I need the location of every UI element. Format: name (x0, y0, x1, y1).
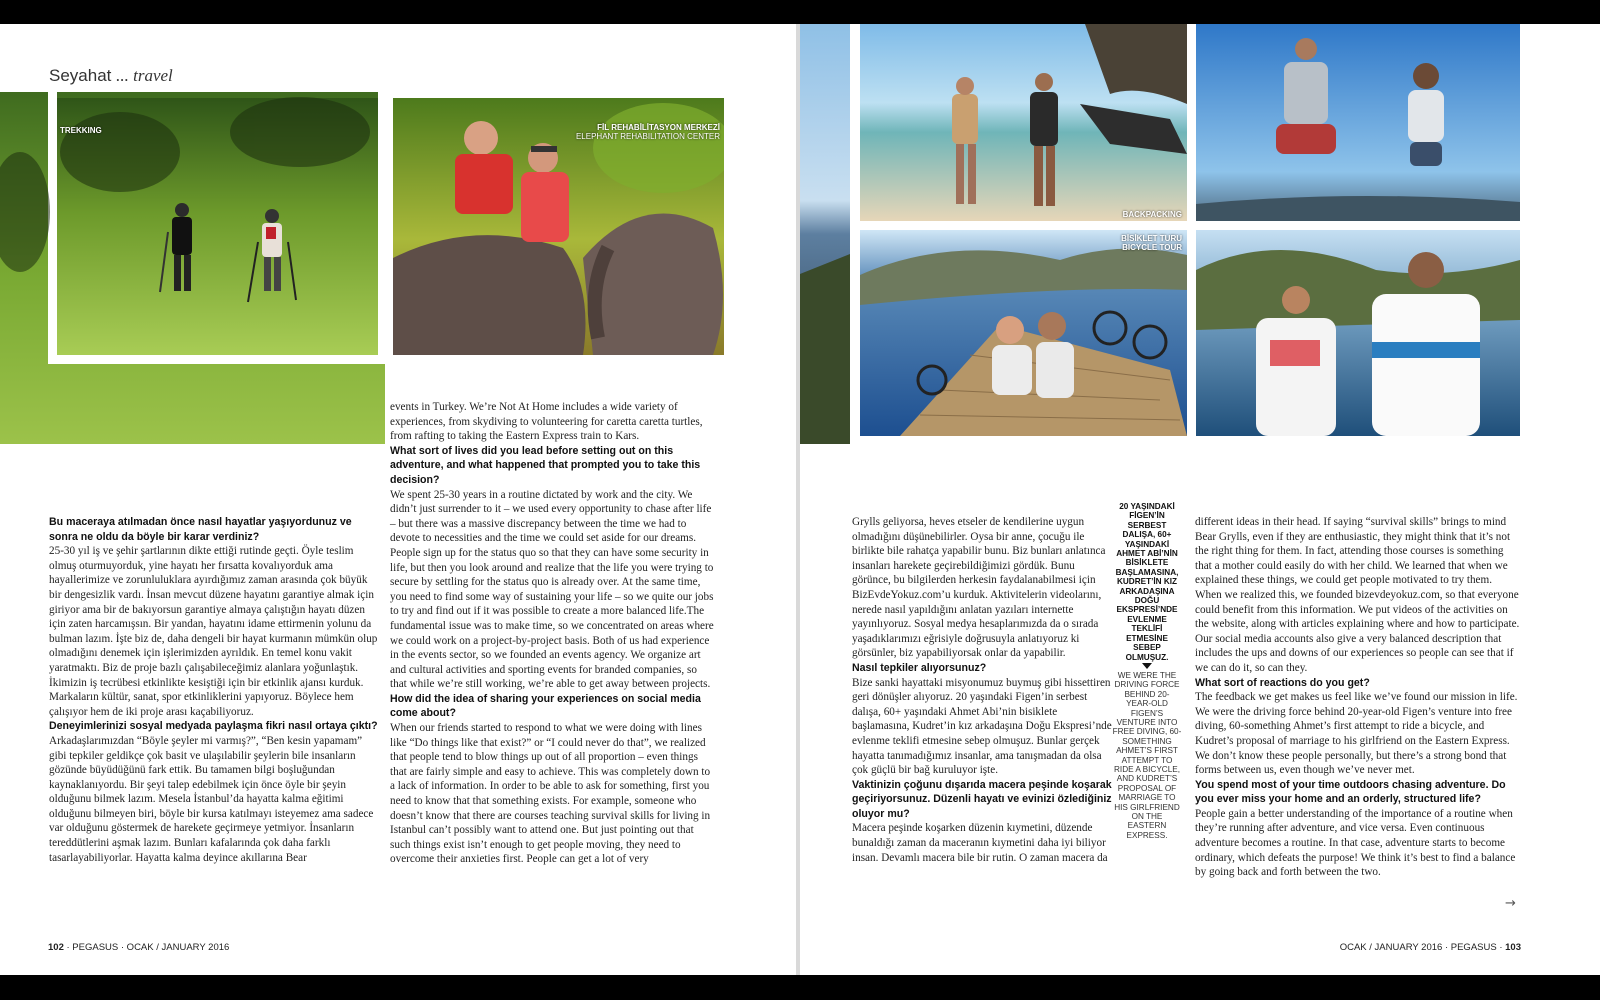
question-4-en: You spend most of your time outdoors chasing adventure. Do you ever miss your home and an orderly, structured life? (1195, 778, 1506, 806)
left-page-number: 102 (48, 942, 64, 953)
question-1-en: What sort of lives did you lead before setting out on this adventure, and what happened that prompted you to take this decision? (390, 444, 701, 486)
answer-4-tr: Macera peşinde koşarken düzenin kıymetini, düzende bunaldığı zaman da maceranın kıymetini daha iyi biliyor insan. Devamlı macera bile bir rutin. O zaman macera da (852, 822, 1108, 864)
answer-2-en: When our friends started to respond to what we were doing with lines like “Do things like that exist?” or “I could never do that”, we realized that people tend to blow things up out of all proportion – even things that are fairly simple and easy to achieve. This was completely down to a lack of information. In order to be able to ask for something, first you need to know that that something exists. For example, someone who doesn’t know that there are courses teaching survival skills for living in Istanbul can’t possibly want to attend one. But just pointing out that such things exist isn’t enough to get people moving, they need to overcome their anxieties first. People can get a lot of very (390, 722, 711, 866)
right-folio (1340, 942, 1521, 953)
trekking-photo (0, 92, 385, 444)
right-page-number: 103 (1505, 942, 1521, 953)
article-column-4 (1195, 515, 1521, 880)
question-1-tr: Bu maceraya atılmadan önce nasıl hayatlar yaşıyordunuz ve sonra ne oldu da böyle bir karar verdiniz? (49, 516, 352, 543)
left-folio (48, 942, 229, 953)
article-column-3 (852, 515, 1112, 865)
answer-2-en-cont: different ideas in their head. If saying “survival skills” brings to mind Bear Grylls, even if they are enthusiastic, they might think that it’s not the right thing for them. In fact, attending those courses is something that a mother could easily do with her child. We learned that when we explained these things, we could get people motivated to try them. When we realized this, we founded bizevdeyokuz.com, so that everyone could benefit from this information. We put videos of the activities on the website, along with articles explaining where and how to participate. Our social media accounts also give a very balanced description that includes the ups and downs of our experiences so people can see that if we can do it, so can they. (1195, 516, 1520, 674)
landscape-strip-photo (800, 24, 850, 444)
bicycle-photo (860, 230, 1187, 436)
section-title-en: ... travel (116, 66, 173, 85)
answer-2-tr: Arkadaşlarımızdan “Böyle şeyler mi varmış?”, “Ben kesin yapamam” gibi tepkiler geldikçe çok basit ve ulaşılabilir şeylerin bile insanların gözünde büyüdüğünü fark ettik. Bu tamamen bilgi boşluğundan kaynaklanıyordu. Bir şeyi talep edebilmek için önce öyle bir şeyin olduğunu bilmek lazım. Mesela İstanbul’da hayatta kalma eğitimi olduğunu bilmeyen biri, böyle bir kursa katılmayı isteyemez ama sadece var olduğunu göstermek de harekete geçirmeye yetmiyor. İnsanların tereddütlerini aşmak lazım. Bunları kafalarında çok daha farklı tasarlayabiliyorlar. Hayatta kalma deyince akıllarına Bear (49, 734, 374, 864)
elephant-caption-en: ELEPHANT REHABILITATION CENTER (575, 132, 720, 141)
bicycle-caption (1121, 234, 1182, 252)
pull-quote-tr: 20 YAŞINDAKİ FİGEN’İN SERBEST DALIŞA, 60+ YAŞINDAKİ AHMET ABİ’NİN BİSİKLETE BAŞLAMASINA, KUDRET’İN KIZ ARKADAŞINA DOĞU EKSPRESİ’NDE EVLENME TEKLİFİ ETMESİNE SEBEP OLMUŞUZ. (1115, 502, 1179, 662)
question-3-tr: Nasıl tepkiler alıyorsunuz? (852, 661, 987, 674)
question-4-tr: Vaktinizin çoğunu dışarıda macera peşinde koşarak geçiriyorsunuz. Düzenli hayatı ve evinizi özlediğiniz oluyor mu? (852, 778, 1112, 820)
pull-quote (1112, 502, 1182, 840)
question-2-tr: Deneyimlerinizi sosyal medyada paylaşma fikri nasıl ortaya çıktı? (49, 720, 378, 733)
trekking-caption: TREKKING (60, 126, 102, 135)
backpacking-caption: BACKPACKING (1122, 210, 1182, 219)
right-page (800, 24, 1600, 975)
answer-4-en: People gain a better understanding of the importance of a routine when they’re running after adventure, and vice versa. Even continuous adventure becomes a routine. In that case, adventure starts to become ordinary, which defeats the purpose! We think it’s best to find a balance by going back and forth between the two. (1195, 807, 1516, 879)
intro-en: events in Turkey. We’re Not At Home includes a wide variety of experiences, from skydiving to volunteering for caretta caretta turtles, from rafting to taking the Eastern Express train to Kars. (390, 401, 703, 443)
elephant-photo (393, 98, 724, 355)
left-folio-text: · PEGASUS · OCAK / JANUARY 2016 (66, 942, 230, 953)
answer-1-tr: 25-30 yıl iş ve şehir şartlarının dikte ettiği rutinde geçti. Öyle teslim olmuş oturmuyorduk, yine hayatı her fırsatta kovalıyorduk ama hayallerimize ve zorunluluklara ayırdığımız zaman arasında çok büyük bir dengesizlik vardı. İnsan mevcut düzene hayatını garantiye almak için giriyor ama bir de bakıyorsun garantiye almaya çalıştığın hayatı düzen için zaten harcamışsın. Bir yandan, hayatını idame ettirmenin yolunu da bulman lazım. İşte biz de, daha dengeli bir hayat kurmanın mümkün olup olmadığını denemek için işlerimizden ayrıldık. En temel konu vakit yaratmaktı. Biz de proje bazlı çalışabileceğimiz alanlara yoğunlaştık. İkimizin iş tecrübesi etkinlikte kesiştiği için bir etkinlik ajansı kurduk. Markaların kültür, sanat, spor etkinliklerini yapıyoruz. Böylece hem çalışıyor hem de iki proje arası kaçabiliyoruz. (49, 545, 378, 718)
jumping-photo (1196, 24, 1520, 221)
question-3-en: What sort of reactions do you get? (1195, 676, 1370, 689)
bicycle-caption-en: BICYCLE TOUR (1122, 243, 1182, 252)
arrow-down-icon (1142, 663, 1152, 669)
bicycle-caption-tr: BİSİKLET TURU (1121, 234, 1182, 243)
left-page (0, 24, 796, 975)
answer-2-tr-cont: Grylls geliyorsa, heves etseler de kendilerine uygun olmadığını düşünebilirler. Oysa bir anne, çocuğu ile birlikte bile rahatça yapabilir bunu. Biz bunları anlatınca insanları harekete geçirebildiğimizi gördük. Bunu görünce, bu bilgilerden herkesin faydalanabilmesi için BizEvdeYokuz.com’u kurduk. Aktivitelerin videolarını, nerede nasıl yapıldığını anlatan yazıları internette yayınlıyoruz. Sosyal medya hesaplarımızda da o sırada yaşadıklarımızı eğrisiyle doğrusuyla anlatıyoruz ki görsünler, biz yapabiliyorsak onlar da yapabilir. (852, 516, 1106, 660)
arrow-right-icon: → (1505, 896, 1516, 911)
pull-quote-en: WE WERE THE DRIVING FORCE BEHIND 20-YEAR-OLD FIGEN’S VENTURE INTO FREE DIVING, 60-SOMETHING AHMET’S FIRST ATTEMPT TO RIDE A BICYCLE, AND KUDRET’S PROPOSAL OF MARRIAGE TO HIS GIRLFRIEND ON THE EASTERN EXPRESS. (1112, 670, 1182, 840)
answer-1-en: We spent 25-30 years in a routine dictated by work and the city. We didn’t just surrender to it – we used every opportunity to chase after life – but there was a massive discrepancy between the time we had to devote to necessities and the time we could set aside for our dreams. People sign up for the status quo so that they can have some security in life, but then you look around and realize that the life you were trying to secure by settling for the status quo is already over. At the same time, you need to find some way of sustaining your life – so we quite our jobs to try and find out if it was possible to create a more balanced life.The fundamental issue was to make time, so we concentrated on areas where we could work on a project-by-project basis. Both of us had experience in the events sector, so we founded an events agency. We organize art and cultural activities and sporting events for branded companies, so that while we’re still working, we’re able to get away between projects. (390, 488, 714, 691)
answer-3-en: The feedback we get makes us feel like we’ve found our mission in life. We were the driving force behind 20-year-old Figen’s venture into free diving, 60-something Ahmet’s first attempt to ride a bicycle, and Kudret’s proposal of marriage to his girlfriend on the Eastern Express. We don’t know these people personally, but there’s a strong bond that forms between us, even though we’ve never met. (1195, 691, 1518, 777)
elephant-caption (576, 123, 720, 141)
article-column-1 (49, 515, 379, 865)
backpacking-photo (860, 24, 1187, 221)
section-header (49, 66, 173, 86)
article-column-2 (390, 400, 715, 867)
couple-photo (1196, 230, 1520, 436)
section-title-tr: Seyahat (49, 66, 112, 85)
elephant-caption-tr: FİL REHABİLİTASYON MERKEZİ (597, 123, 720, 132)
right-folio-text: OCAK / JANUARY 2016 · PEGASUS · (1339, 942, 1503, 953)
question-2-en: How did the idea of sharing your experiences on social media come about? (390, 692, 701, 720)
answer-3-tr: Bize sanki hayattaki misyonumuz buymuş gibi hissettiren geri dönüşler alıyoruz. 20 yaşındaki Figen’in serbest dalışa, 60+ yaşındaki Ahmet Abi’nin bisiklete başlamasına, Kudret’in kız arkadaşına Doğu Ekspresi’nde evlenme teklifi etmesine sebep olmuşuz. Bunlar gerçek hayatta tanımadığımız insanlar, ama tanışmadan da olsa çok güçlü bir bağ kuruluyor işte. (852, 676, 1112, 777)
